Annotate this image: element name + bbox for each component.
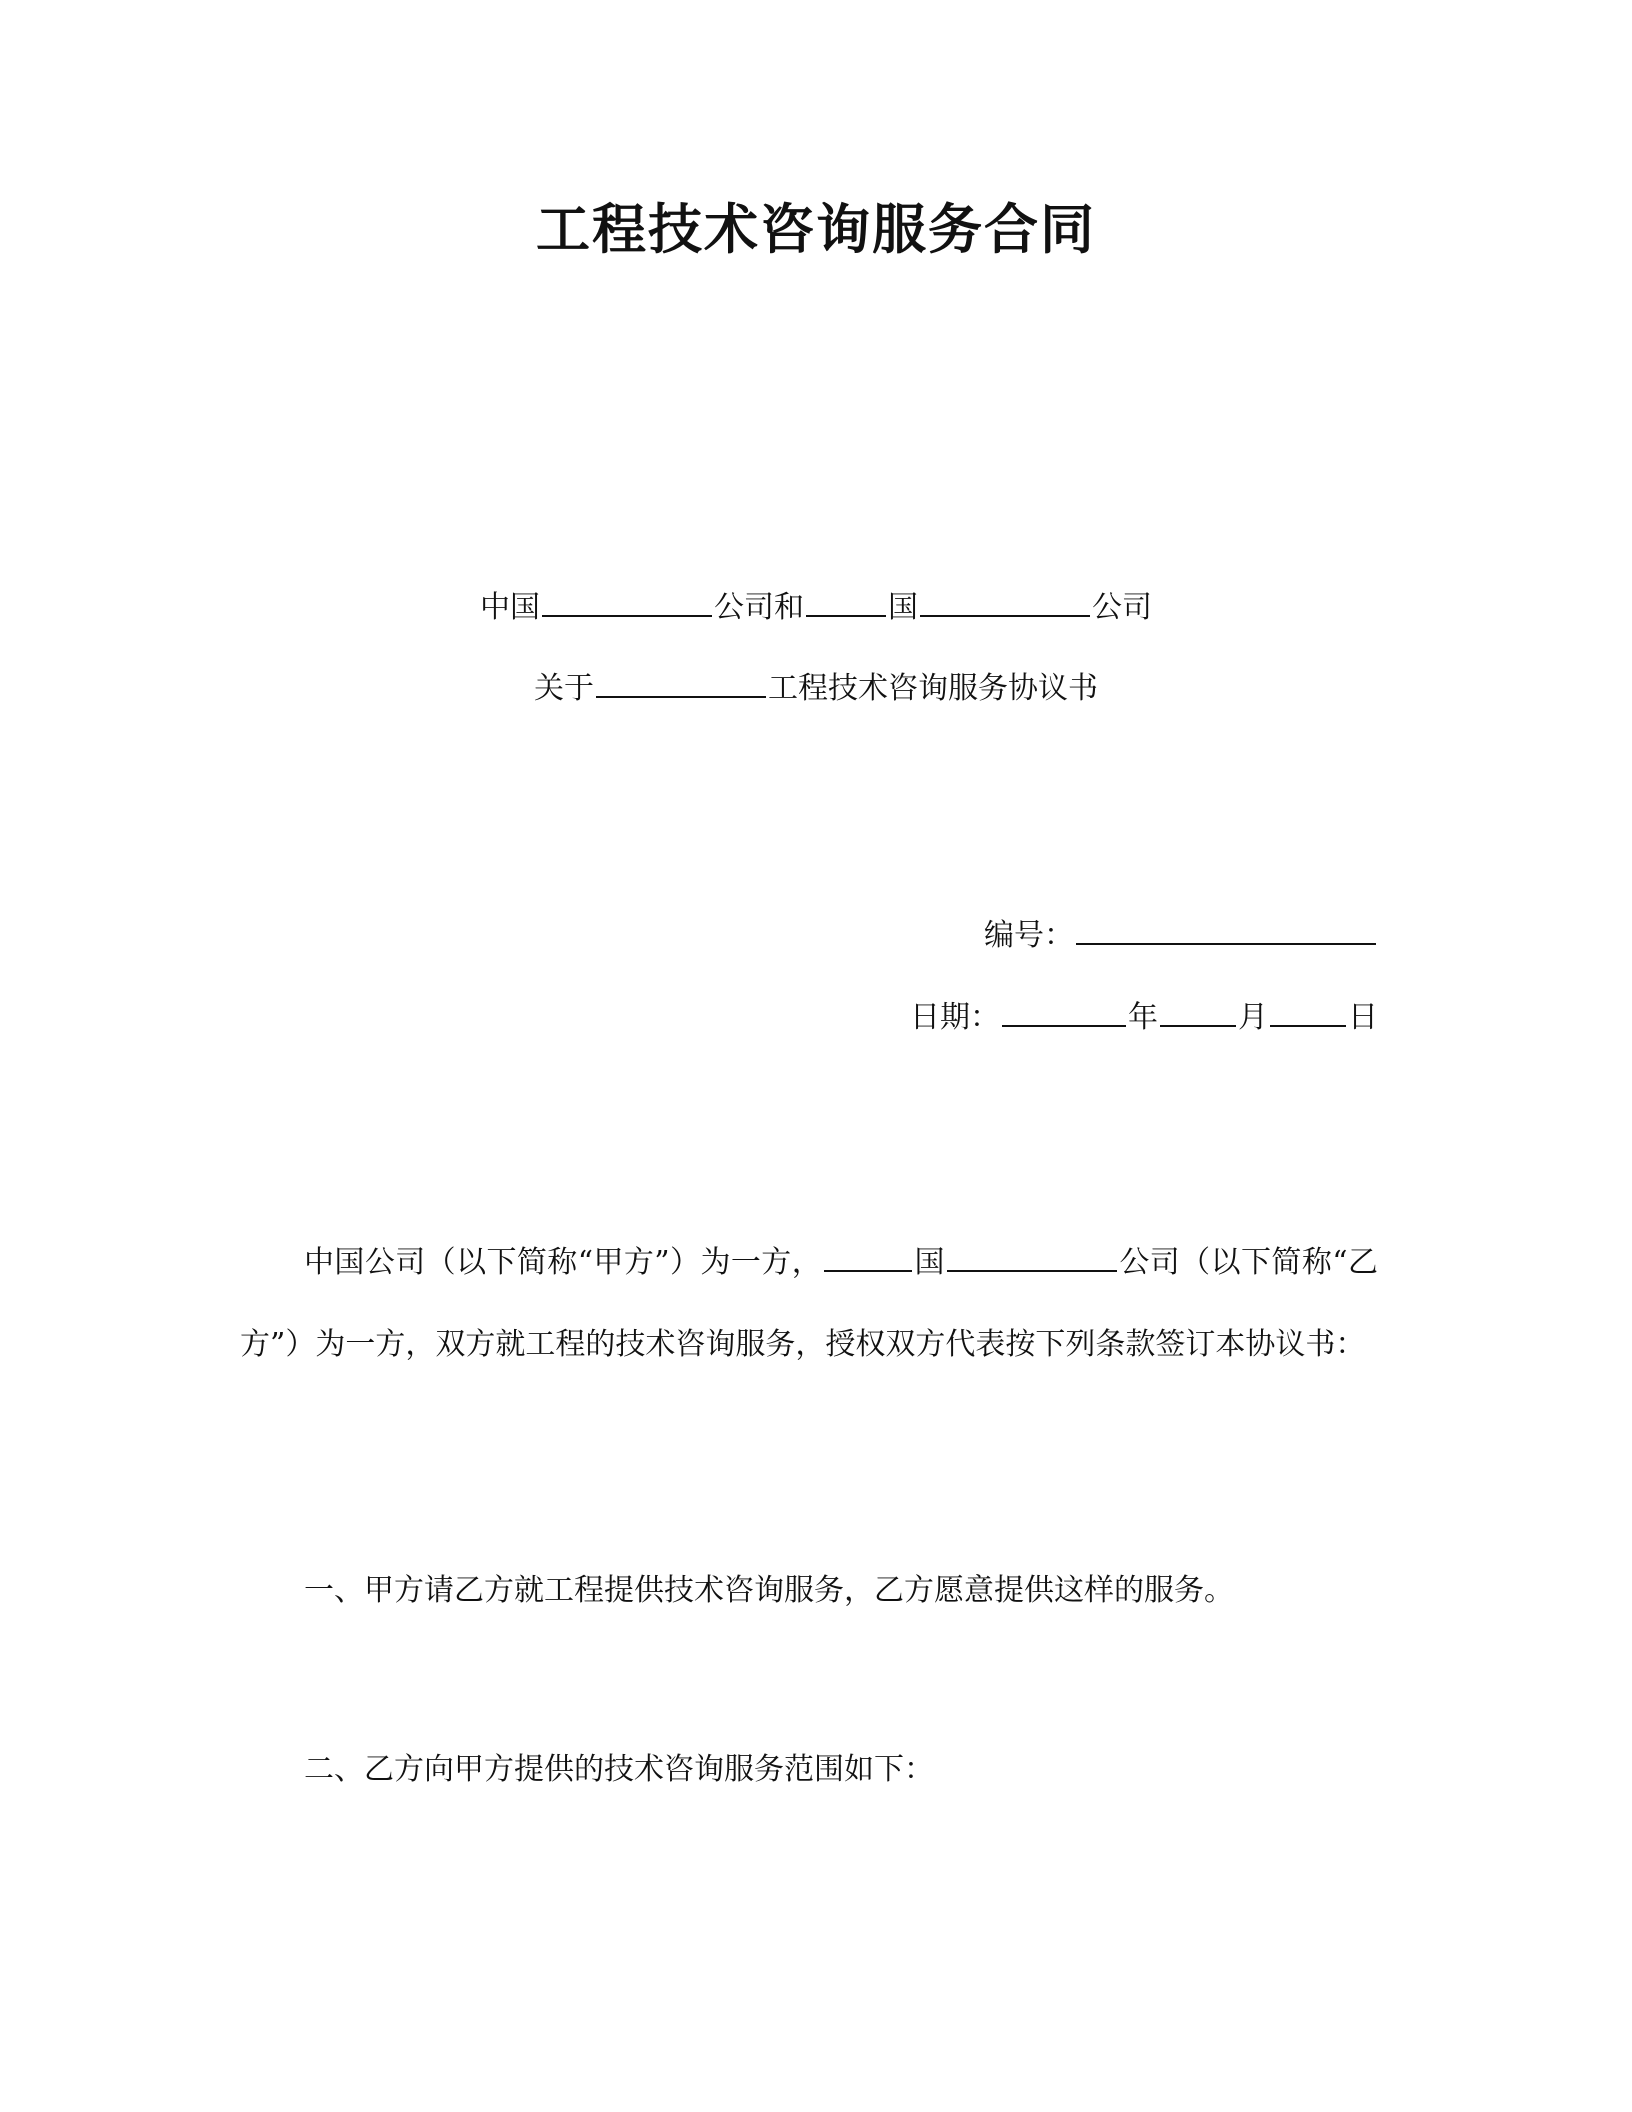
subject-line — [0, 666, 1632, 711]
intro-party-b-name-blank[interactable] — [947, 1240, 1117, 1272]
date-month-blank[interactable] — [1160, 995, 1236, 1027]
intro-text-part2: 公司（以下简称“乙方”）为一方，双方就工程的技术咨询服务，授权双方代表按下列条款签订本协议书： — [240, 1245, 1378, 1362]
party-b-country-blank[interactable] — [806, 585, 886, 617]
subject-text-agreement: 工程技术咨询服务协议书 — [768, 671, 1098, 706]
party-b-name-blank[interactable] — [920, 585, 1090, 617]
document-title: 工程技术咨询服务合同 — [536, 198, 1096, 261]
parties-text-company-and: 公司和 — [714, 590, 804, 625]
parties-text-china: 中国 — [480, 590, 540, 625]
clause-2: 二、乙方向甲方提供的技术咨询服务范围如下： — [304, 1752, 934, 1787]
intro-text-part1: 中国公司（以下简称“甲方”）为一方， — [304, 1245, 823, 1280]
document-number-line — [984, 913, 1378, 958]
date-year-label: 年 — [1128, 1000, 1158, 1035]
date-month-label: 月 — [1238, 1000, 1268, 1035]
date-line — [910, 995, 1378, 1040]
parties-line — [0, 585, 1632, 630]
document-number-blank[interactable] — [1076, 913, 1376, 945]
date-label: 日期： — [910, 1000, 1000, 1035]
date-year-blank[interactable] — [1002, 995, 1126, 1027]
date-day-label: 日 — [1348, 1000, 1378, 1035]
parties-text-country: 国 — [888, 590, 918, 625]
subject-text-about: 关于 — [534, 671, 594, 706]
date-day-blank[interactable] — [1270, 995, 1346, 1027]
intro-party-b-country-blank[interactable] — [824, 1240, 912, 1272]
intro-paragraph — [240, 1222, 1378, 1386]
party-a-name-blank[interactable] — [542, 585, 712, 617]
number-label: 编号： — [984, 918, 1074, 953]
intro-text-country: 国 — [914, 1245, 945, 1280]
project-name-blank[interactable] — [596, 666, 766, 698]
clause-1: 一、甲方请乙方就工程提供技术咨询服务，乙方愿意提供这样的服务。 — [304, 1573, 1234, 1608]
parties-text-company: 公司 — [1092, 590, 1152, 625]
